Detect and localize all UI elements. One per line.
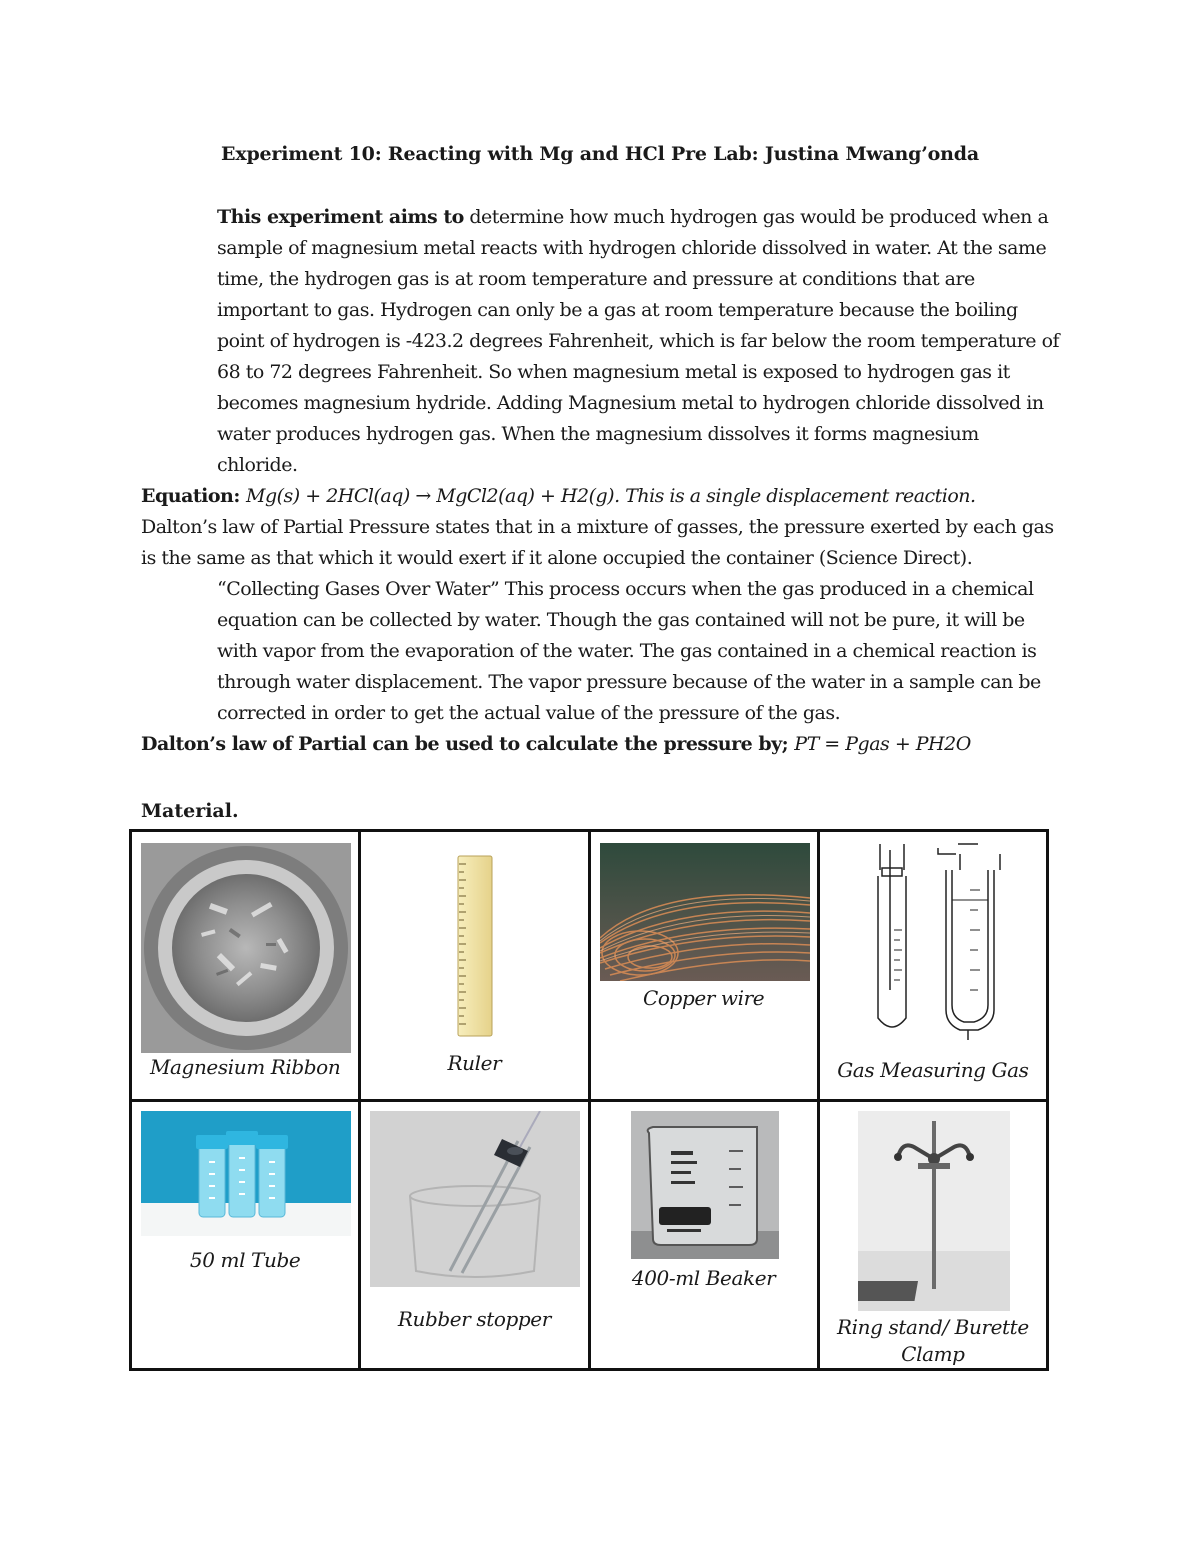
material-label: 400-ml Beaker [631,1265,776,1290]
equation-label: Equation: [141,485,247,507]
material-label: Magnesium Ribbon [149,1055,341,1079]
collecting-paragraph: “Collecting Gases Over Water” This process occurs when the gas produced in a chemical equation can be collected by water. Though the gas contained will not be pure, it will be with vapor from the evaporation of the water. The gas contained in a chemical reaction is through water displacement. The vapor pressure because of the water in a sample can be corrected in order to get the actual value of the pressure of the gas. [217,578,1041,724]
dalton-formula-line [141,729,1061,760]
equation-text: Mg(s) + 2HCl(aq) → MgCl2(aq) + H2(g). This is a single displacement reaction. [246,485,976,507]
beaker-400ml-image [631,1111,779,1259]
material-cell [818,1100,1047,1370]
material-cell [360,831,589,1101]
ruler-image [456,854,496,1040]
intro-text: determine how much hydrogen gas would be produced when a sample of magnesium metal reacts with hydrogen chloride dissolved in water. At the same time, the hydrogen gas is at room temperature and pressure at conditions that are important to gas. Hydrogen can only be a gas at room temperature because the boiling point of hydrogen is -423.2 degrees Fahrenheit, which is far below the room temperature of 68 to 72 degrees Fahrenheit. So when magnesium metal is exposed to hydrogen gas it becomes magnesium hydride. Adding Magnesium metal to hydrogen chloride dissolved in water produces hydrogen gas. When the magnesium dissolves it forms magnesium chloride. [217,206,1060,476]
materials-heading: Material. [141,800,239,822]
material-cell [131,1100,360,1370]
dalton-formula-label: Dalton’s law of Partial can be used to calculate the pressure by; [141,733,795,755]
magnesium-ribbon-image [141,843,351,1053]
material-cell [589,1100,818,1370]
intro-paragraph [141,202,1061,481]
document-body [141,202,1061,760]
material-label: Gas Measuring Gas [837,1058,1029,1082]
intro-lead: This experiment aims to [217,206,464,228]
material-cell [360,1100,589,1370]
material-label: Ruler [447,1051,502,1075]
material-cell [818,831,1047,1101]
equation-line [141,481,1061,512]
material-label: 50 ml Tube [189,1247,301,1272]
materials-table [129,829,1049,1371]
copper-wire-image [600,843,810,981]
material-label: Copper wire [643,986,765,1010]
material-label: Ring stand/ Burette Clamp [836,1314,1029,1366]
dalton-formula: PT = Pgas + PH2O [794,733,971,755]
material-label: Rubber stopper [397,1306,551,1331]
gas-measuring-image [860,840,1010,1040]
ring-stand-image [858,1111,1010,1311]
dalton-paragraph: Dalton’s law of Partial Pressure states that in a mixture of gasses, the pressure exerted by each gas is the same as that which it would exert if it alone occupied the container (Science Direct). [141,516,1054,569]
rubber-stopper-image [370,1111,580,1287]
tube-50ml-image [141,1111,351,1236]
material-cell [589,831,818,1101]
material-cell [131,831,360,1101]
document-title: Experiment 10: Reacting with Mg and HCl Pre Lab: Justina Mwang’onda [221,143,979,165]
